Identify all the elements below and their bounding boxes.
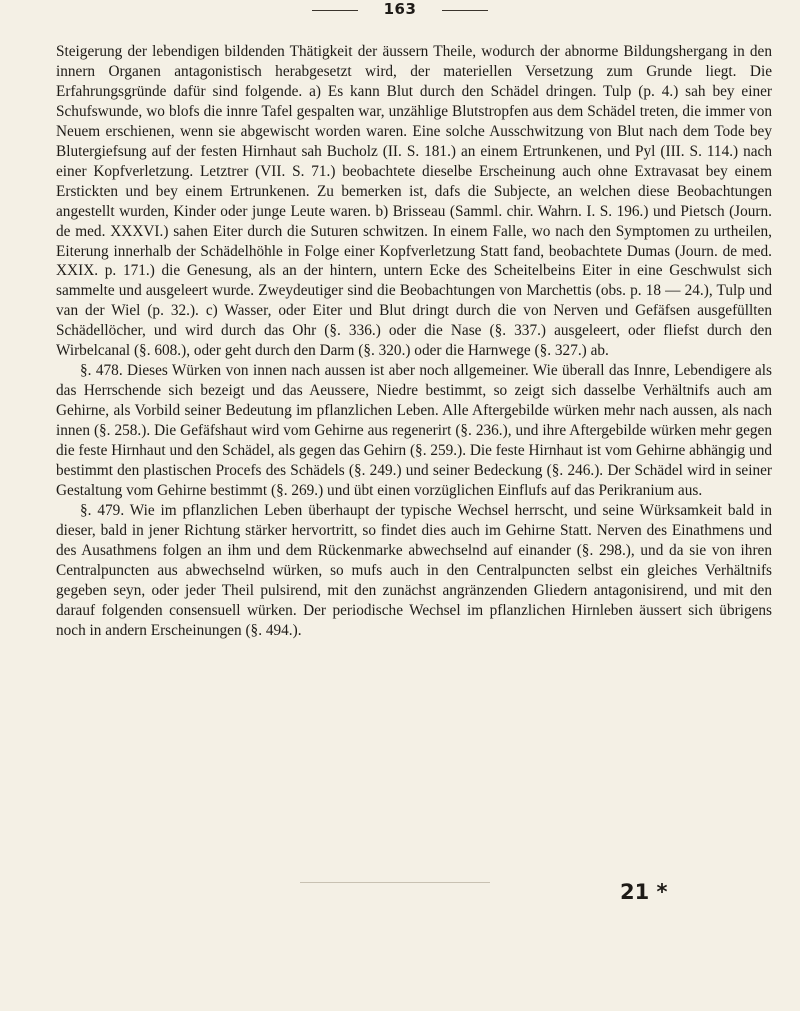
page-header xyxy=(0,0,800,30)
header-rule-right xyxy=(442,10,488,11)
signature-mark: 21 * xyxy=(620,880,668,904)
faint-print-mark xyxy=(300,882,490,883)
body-text xyxy=(56,42,772,641)
paragraph-section-479: §. 479. Wie im pflanzlichen Leben überhaupt der typische Wechsel herrscht, und seine Würksamkeit bald in dieser, bald in jener Richtung stärker hervortritt, so findet dies auch im Gehirne Statt. Nerven des Einathmens und des Ausathmens folgen an ihm und dem Rückenmarke abwechselnd auf einander (§. 298.), und da sie von ihren Centralpuncten aus abwechselnd würken, so mufs auch in den Centralpuncten selbst ein gleiches Verhältnifs gegeben seyn, oder jeder Theil pulsirend, mit den zunächst angränzenden Gliedern antagonisirend, und mit den darauf folgenden consensuell würken. Der periodische Wechsel im pflanzlichen Hirnleben äussert sich übrigens noch in andern Erscheinungen (§. 494.). xyxy=(56,501,772,639)
page-number: 163 xyxy=(383,0,417,18)
paragraph-continuation: Steigerung der lebendigen bildenden Thätigkeit der äussern Theile, wodurch der abnorme Bildungshergang in den innern Organen antagonistisch herabgesetzt wird, der materiellen Versetzung zum Grunde liegt. Die Erfahrungsgründe dafür sind folgende. a) Es kann Blut durch den Schädel dringen. Tulp (p. 4.) sah bey einer Schufswunde, wo blofs die innre Tafel gespalten war, unzählige Blutstropfen aus dem Schädel treten, die immer von Neuem erschienen, wenn sie abgewischt worden waren. Eine solche Ausschwitzung von Blut nach dem Tode bey Blutergiefsung auf der festen Hirnhaut sah Bucholz (II. S. 181.) an einem Ertrunkenen, und Pyl (III. S. 114.) nach einer Kopfverletzung. Letztrer (VII. S. 71.) beobachtete dieselbe Erscheinung auch ohne Extravasat bey einem Erstickten und bey einem Ertrunkenen. Zu bemerken ist, dafs die Subjecte, an welchen diese Beobachtungen angestellt wurden, Kinder oder junge Leute waren. b) Brisseau (Samml. chir. Wahrn. I. S. 196.) und Pietsch (Journ. de med. XXXVI.) sahen Eiter durch die Suturen schwitzen. In einem Falle, wo nach den Symptomen zu urtheilen, Eiterung innerhalb der Schädelhöhle in Folge einer Kopfverletzung Statt fand, beobachtete Dumas (Journ. de med. XXIX. p. 171.) die Genesung, als an der hintern, untern Ecke des Scheitelbeins Eiter in eine Geschwulst sich sammelte und ausgeleert wurde. Zweydeutiger sind die Beobachtungen von Marchettis (obs. p. 18 — 24.), Tulp und van der Wiel (p. 32.). c) Wasser, oder Eiter und Blut dringt durch die von Nerven und Gefäfsen ausgefüllten Schädellöcher, und wird durch das Ohr (§. 336.) oder die Nase (§. 337.) ausgeleert, oder fliefst durch den Wirbelcanal (§. 608.), oder geht durch den Darm (§. 320.) oder die Harnwege (§. 327.) ab. xyxy=(56,43,772,360)
paragraph-section-478: §. 478. Dieses Würken von innen nach aussen ist aber noch allgemeiner. Wie überall das Innre, Lebendigere als das Herrschende sich bezeigt und das Aeussere, Niedre bestimmt, so zeigt sich dasselbe Verhältnifs auch am Gehirne, als Vorbild seiner Bedeutung im pflanzlichen Leben. Alle Aftergebilde würken mehr nach aussen, als nach innen (§. 258.). Die Gefäfshaut wird vom Gehirne aus regenerirt (§. 236.), und ihre Aftergebilde würken mehr gegen die feste Hirnhaut und den Schädel, als gegen das Gehirn (§. 259.). Die feste Hirnhaut ist vom Gehirne abhängig und bestimmt den plastischen Procefs des Schädels (§. 249.) und seiner Bedeckung (§. 246.). Der Schädel wird in seiner Gestaltung vom Gehirne bestimmt (§. 269.) und übt einen vorzüglichen Einflufs auf das Perikranium aus. xyxy=(56,362,772,499)
header-rule-left xyxy=(312,10,358,11)
